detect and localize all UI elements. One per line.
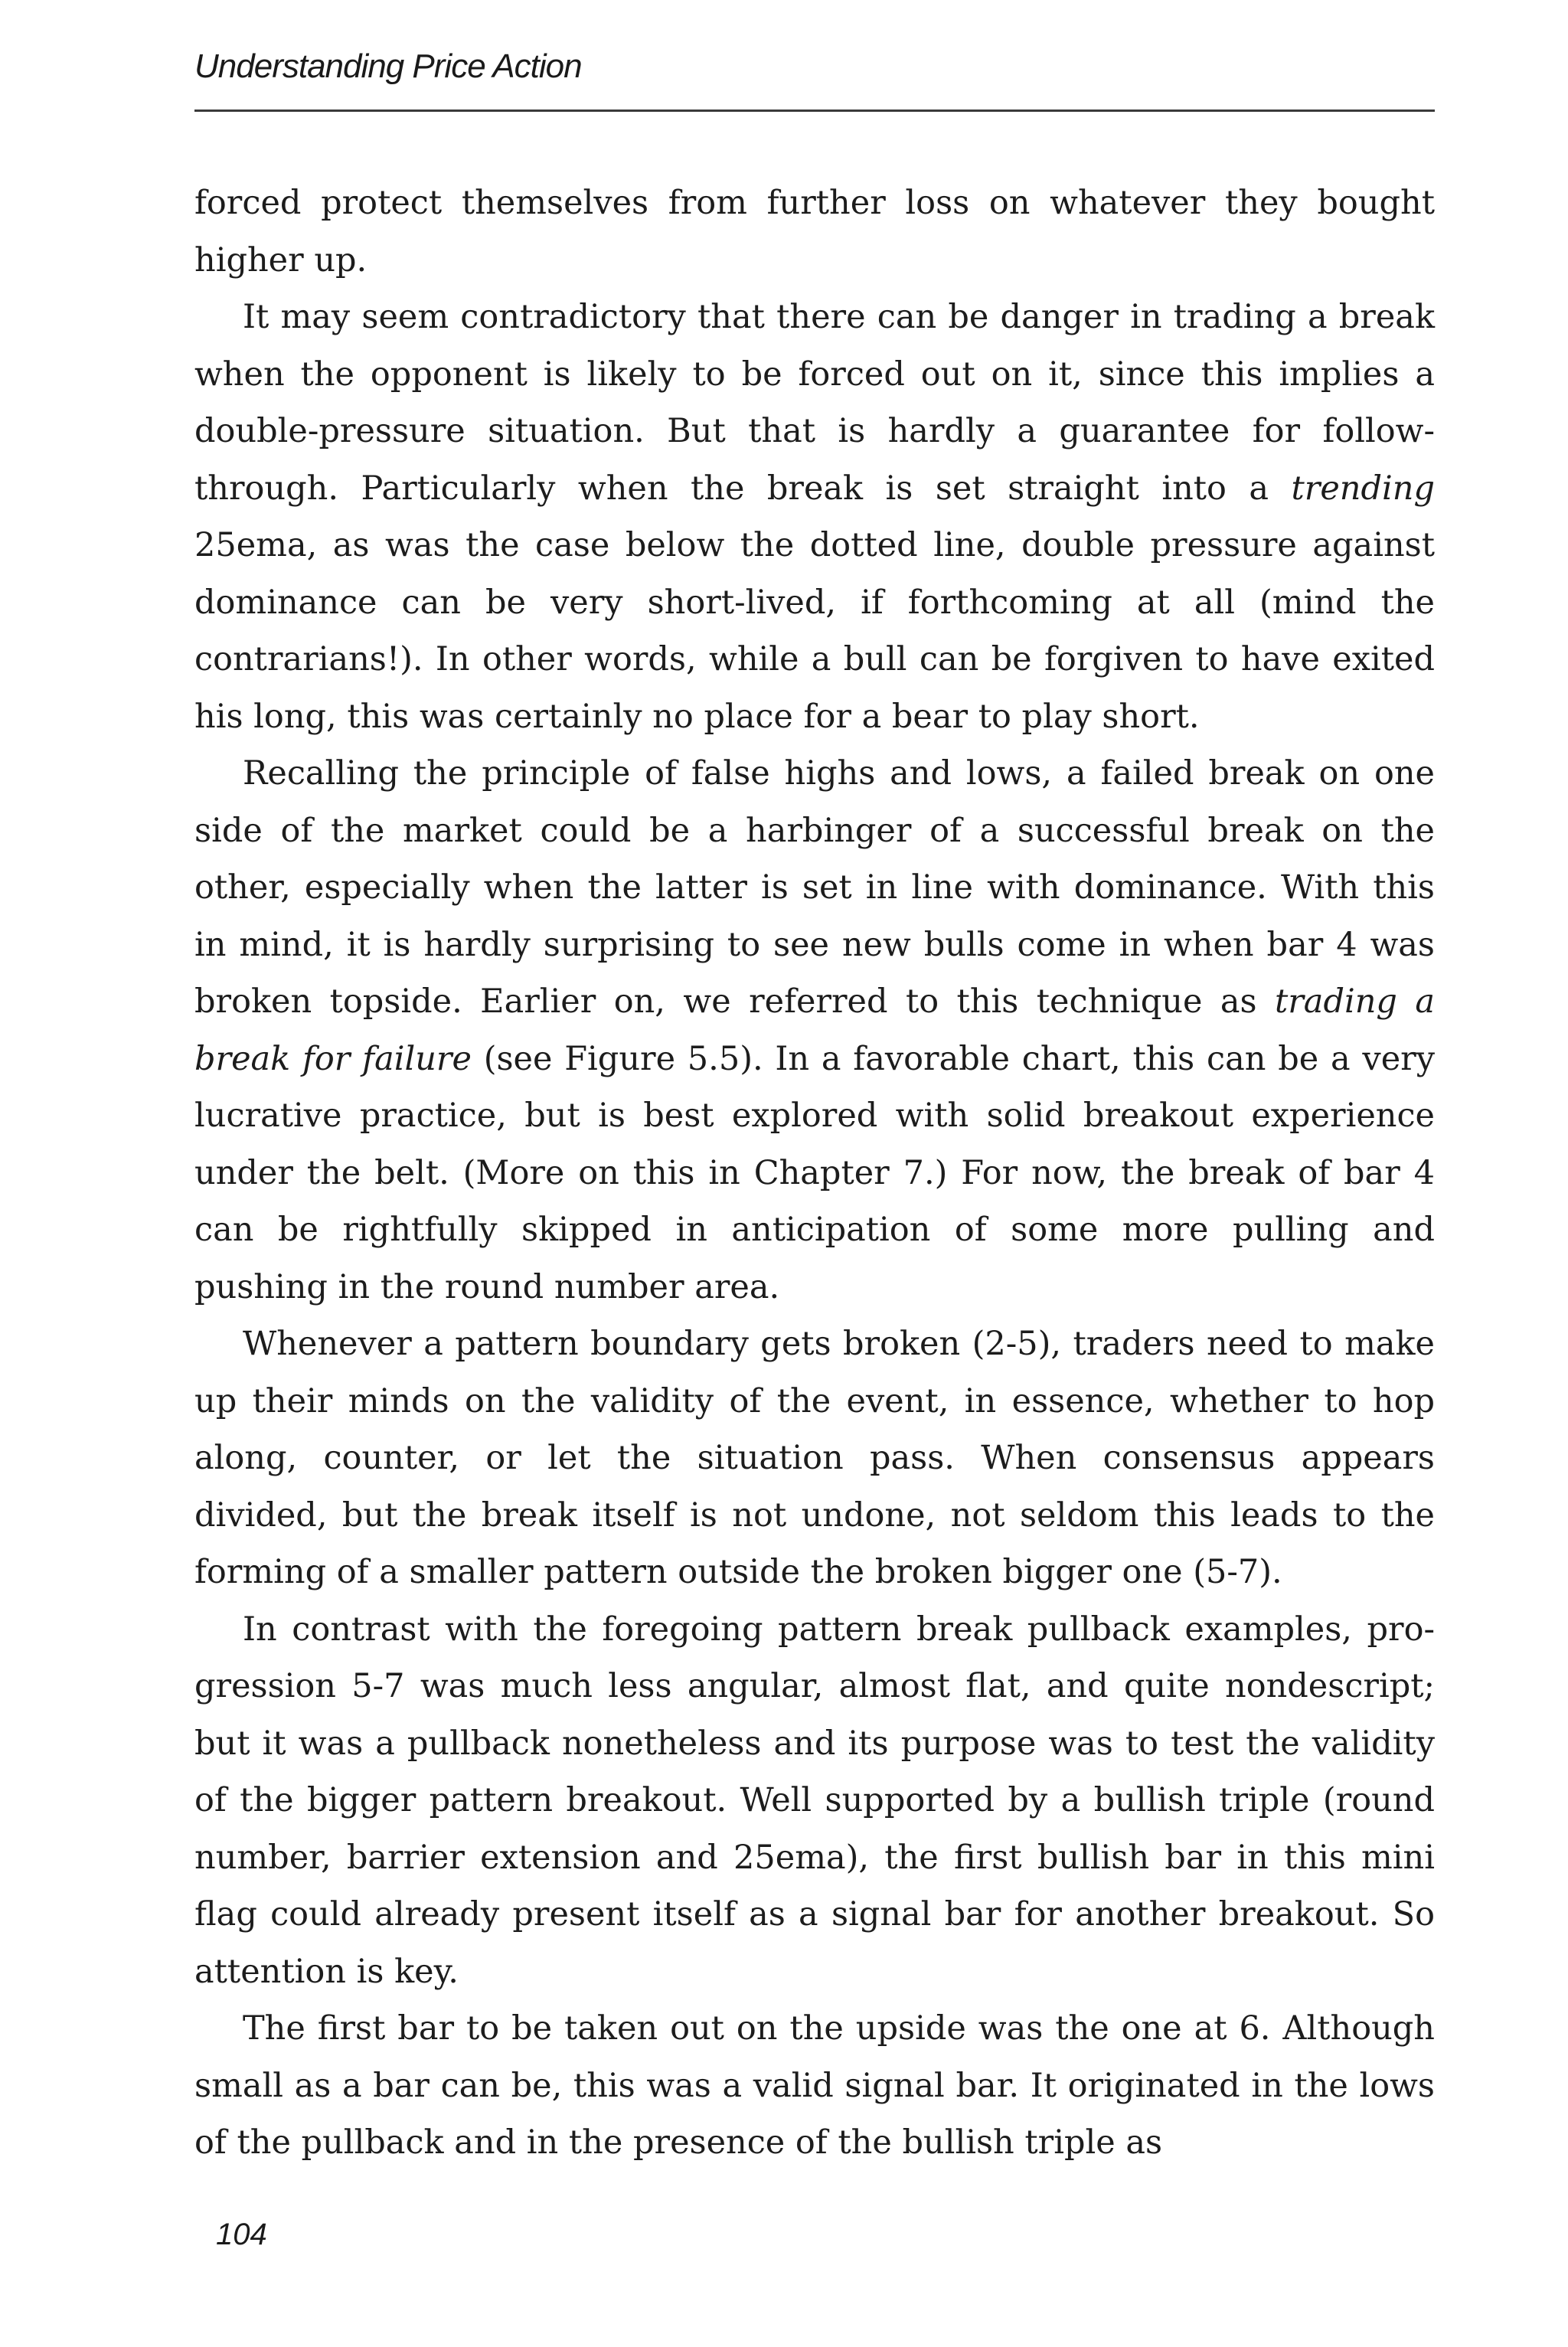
paragraph-5: In contrast with the foregoing pattern break pullback examples, progression 5-7 was much less angular, almost flat, and quite nondescript; but it was a pullback nonetheless and its purpose was to test the validity of the bigger pattern breakout. Well supported by a bullish triple (round number, barrier extension and 25ema), the first bullish bar in this mini flag could already present itself as a signal bar for another breakout. So attention is key. — [194, 1610, 1435, 1991]
paragraph-3-emphasis: trading a break for failure — [194, 982, 1436, 1078]
running-head-title: Understanding Price Action — [194, 47, 582, 85]
paragraph-4: Whenever a pattern boundary gets broken (2-5), traders need to make up their minds on the validity of the event, in essence, whether to hop along, counter, or let the situation pass. When consensus appears divided, but the break itself is not undone, not seldom this leads to the forming of a smaller pattern outside the broken bigger one (5-7). — [194, 1325, 1435, 1591]
header-rule — [194, 110, 1435, 112]
body-text — [194, 175, 1435, 2172]
paragraph-3 — [194, 745, 1435, 1316]
paragraph-3-text-b: (see Figure 5.5). In a favorable chart, this can be a very lucrative practice, but is best explored with solid breakout experience under the belt. (More on this in Chapter 7.) For now, the break of bar 4 can be rightfully skipped in anticipation of some more pulling and pushing in the round number area. — [194, 1039, 1435, 1306]
paragraph-3-text-a: Recalling the principle of false highs and lows, a failed break on one side of the market could be a harbinger of a successful break on the other, especially when the latter is set in line with dominance. With this in mind, it is hardly surprising to see new bulls come in when bar 4 was broken topside. Earlier on, we referred to this technique as — [194, 754, 1435, 1021]
paragraph-1: forced protect themselves from further loss on whatever they bought higher up. — [194, 184, 1435, 279]
paragraph-2 — [194, 289, 1435, 745]
paragraph-6: The first bar to be taken out on the upside was the one at 6. Although small as a bar can be, this was a valid signal bar. It originated in the lows of the pullback and in the presence of the bullish triple as — [194, 2009, 1435, 2162]
paragraph-2-text-a: It may seem contradictory that there can be danger in trading a break when the opponent is likely to be forced out on it, since this implies a double-pressure situation. But that is hardly a guarantee for follow-through. Particularly when the break is set straight into a — [194, 298, 1435, 508]
page-number: 104 — [216, 2218, 267, 2251]
paragraph-2-text-b: 25ema, as was the case below the dotted line, double pressure against dominance can be very short-lived, if forthcoming at all (mind the contrarians!). In other words, while a bull can be forgiven to have exited his long, this was certainly no place for a bear to play short. — [194, 526, 1435, 736]
paragraph-2-emphasis: trending — [1291, 469, 1435, 508]
